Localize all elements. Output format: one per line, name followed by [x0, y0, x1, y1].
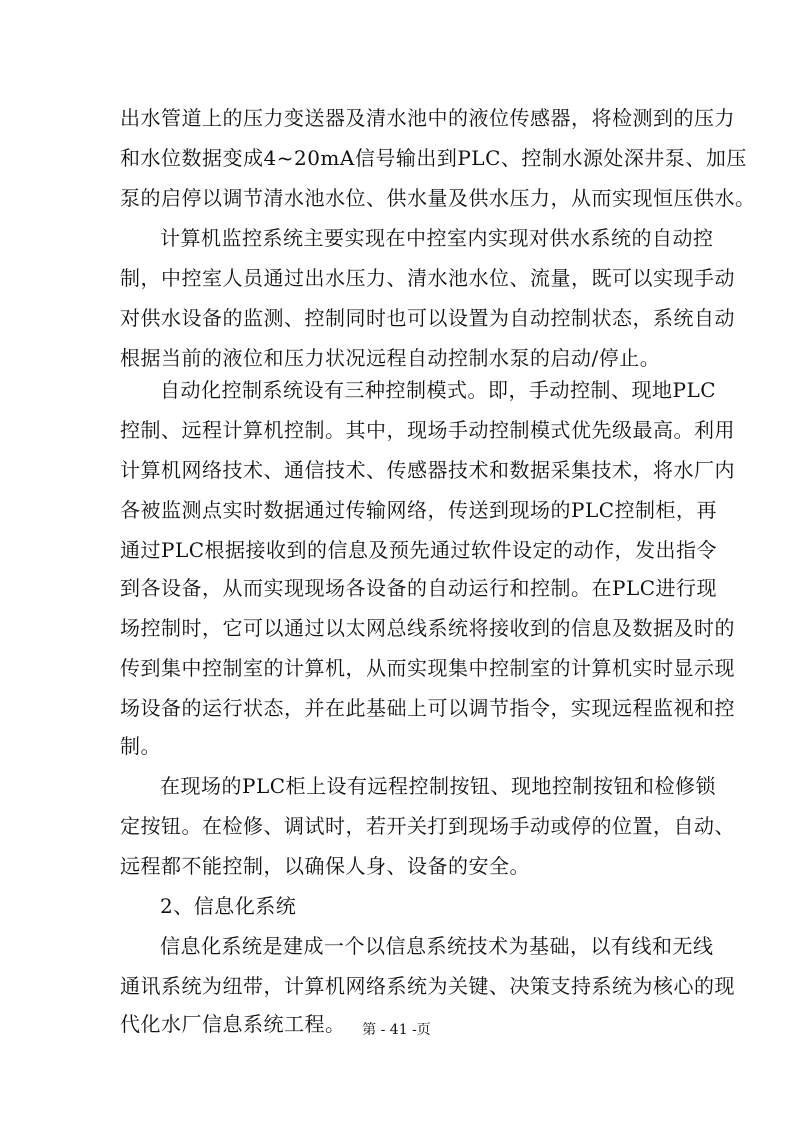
paragraph-1-line-2: 和水位数据变成4~20mA信号输出到PLC、控制水源处深井泵、加压: [120, 146, 747, 170]
paragraph-1-line-1: 出水管道上的压力变送器及清水池中的液位传感器，将检测到的压力: [120, 106, 735, 130]
section-heading: 2、信息化系统: [160, 894, 297, 918]
paragraph-2-line-4: 根据当前的液位和压力状况远程自动控制水泵的启动/停止。: [120, 346, 661, 370]
paragraph-2-line-1: 计算机监控系统主要实现在中控室内实现对供水系统的自动控: [160, 226, 714, 250]
paragraph-4-line-1: 在现场的PLC柜上设有远程控制按钮、现地控制按钮和检修锁: [160, 774, 717, 798]
paragraph-3-line-2: 控制、远程计算机控制。其中，现场手动控制模式优先级最高。利用: [120, 418, 735, 442]
paragraph-3-line-1: 自动化控制系统设有三种控制模式。即，手动控制、现地PLC: [160, 378, 717, 402]
paragraph-4-line-2: 定按钮。在检修、调试时，若开关打到现场手动或停的位置，自动、: [120, 814, 735, 838]
paragraph-3-line-8: 传到集中控制室的计算机，从而实现集中控制室的计算机实时显示现: [120, 656, 735, 680]
paragraph-3-line-10: 制。: [120, 734, 161, 758]
paragraph-6-line-1: 信息化系统是建成一个以信息系统技术为基础，以有线和无线: [160, 934, 714, 958]
paragraph-4-line-3: 远程都不能控制，以确保人身、设备的安全。: [120, 854, 530, 878]
paragraph-6-line-3: 代化水厂信息系统工程。: [120, 1012, 346, 1036]
paragraph-3-line-3: 计算机网络技术、通信技术、传感器技术和数据采集技术，将水厂内: [120, 458, 735, 482]
paragraph-6-line-2: 通讯系统为纽带，计算机网络系统为关键、决策支持系统为核心的现: [120, 974, 735, 998]
paragraph-3-line-6: 到各设备，从而实现现场各设备的自动运行和控制。在PLC进行现: [120, 576, 718, 600]
paragraph-3-line-5: 通过PLC根据接收到的信息及预先通过软件设定的动作，发出指令: [120, 538, 718, 562]
paragraph-3-line-7: 场控制时，它可以通过以太网总线系统将接收到的信息及数据及时的: [120, 616, 735, 640]
paragraph-2-line-3: 对供水设备的监测、控制同时也可以设置为自动控制状态，系统自动: [120, 306, 735, 330]
page-number: 第 - 41 -页: [362, 1022, 431, 1038]
paragraph-3-line-9: 场设备的运行状态，并在此基础上可以调节指令，实现远程监视和控: [120, 696, 735, 720]
paragraph-3-line-4: 各被监测点实时数据通过传输网络，传送到现场的PLC控制柜，再: [120, 498, 718, 522]
paragraph-1-line-3: 泵的启停以调节清水池水位、供水量及供水压力，从而实现恒压供水。: [120, 186, 756, 210]
paragraph-2-line-2: 制，中控室人员通过出水压力、清水池水位、流量，既可以实现手动: [120, 266, 735, 290]
